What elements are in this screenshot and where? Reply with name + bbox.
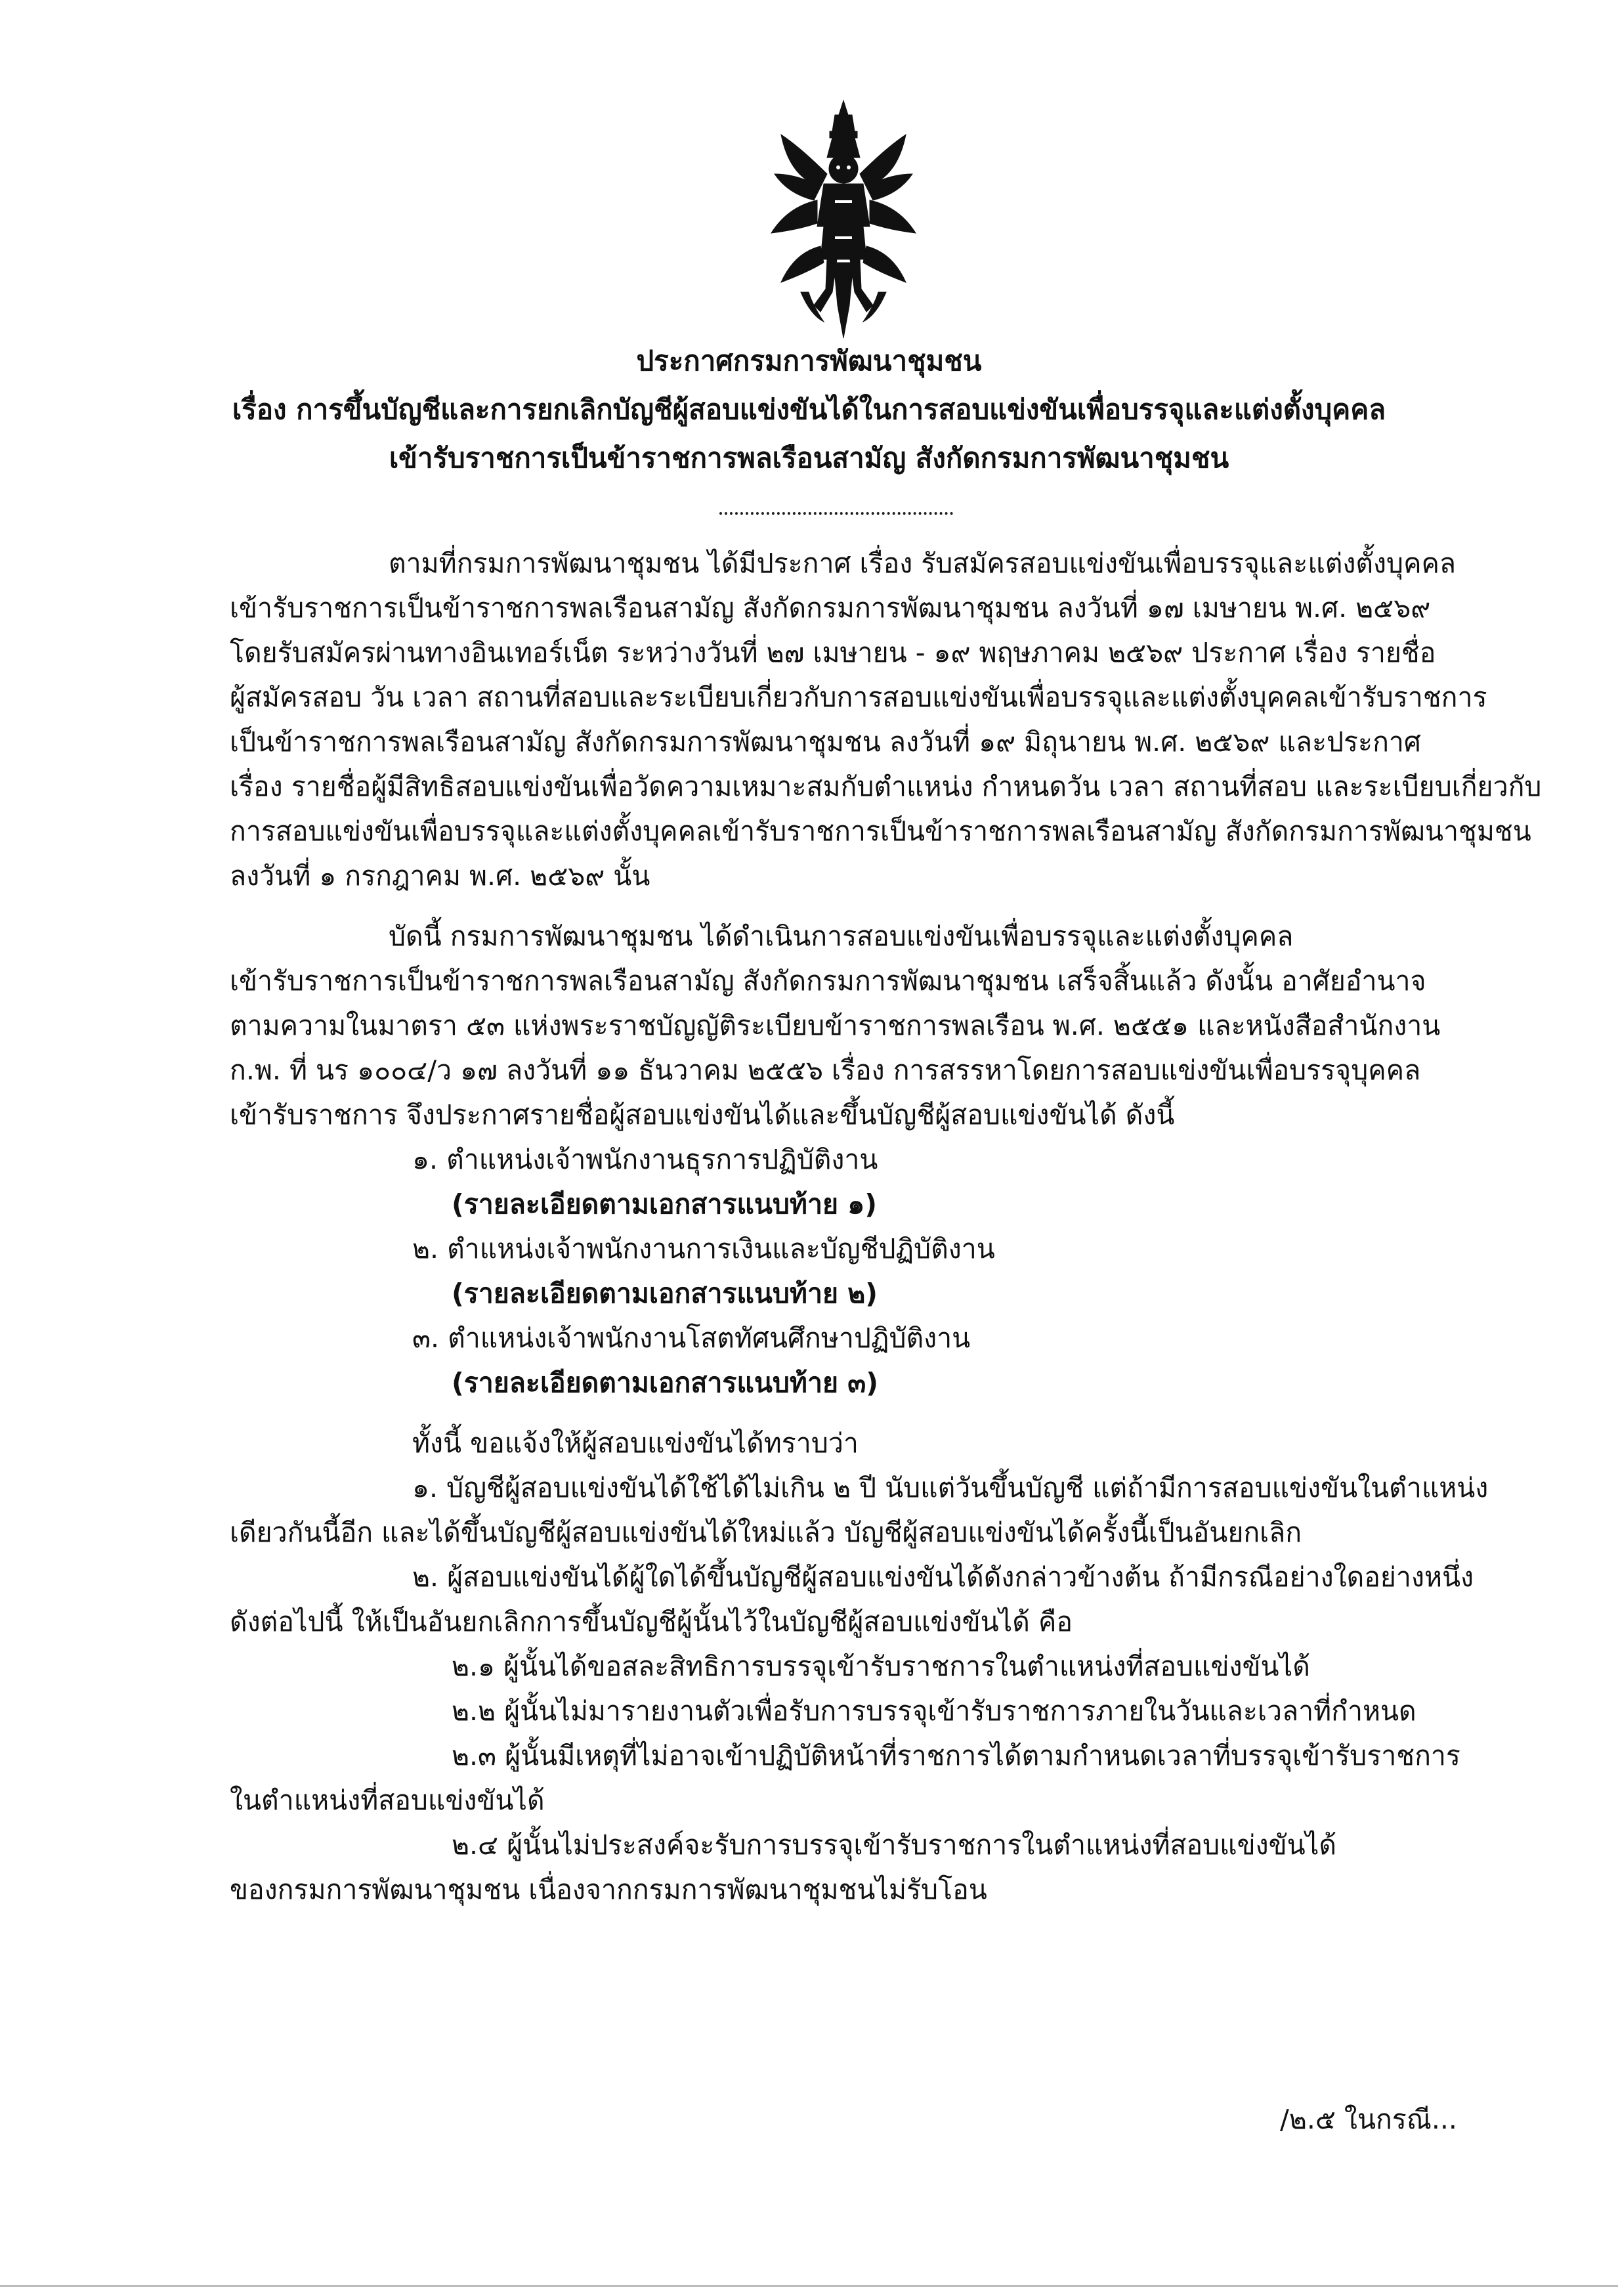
notice-sub-2-2: ๒.๒ ผู้นั้นไม่มารายงานตัวเพื่อรับการบรรจุเข้ารับราชการภายในวันและเวลาที่กำหนด [452,1695,1416,1727]
para1-line: ตามที่กรมการพัฒนาชุมชน ได้มีประกาศ เรื่อง รับสมัครสอบแข่งขันเพื่อบรรจุและแต่งตั้งบุคคล [389,548,1457,579]
notice-item-1-cont: เดียวกันนี้อีก และได้ขึ้นบัญชีผู้สอบแข่งขันได้ใหม่แล้ว บัญชีผู้สอบแข่งขันได้ครั้งนี้เป็นอันยกเลิก [230,1517,1302,1548]
para2-line: บัดนี้ กรมการพัฒนาชุมชน ได้ดำเนินการสอบแข่งขันเพื่อบรรจุและแต่งตั้งบุคคล [389,921,1294,952]
para2-line: ก.พ. ที่ นร ๑๐๐๔/ว ๑๗ ลงวันที่ ๑๑ ธันวาคม ๒๕๕๖ เรื่อง การสรรหาโดยการสอบแข่งขันเพื่อบรรจุบุคคล [230,1054,1421,1086]
notice-intro: ทั้งนี้ ขอแจ้งให้ผู้สอบแข่งขันได้ทราบว่า [412,1427,859,1459]
notice-sub-2-3: ๒.๓ ผู้นั้นมีเหตุที่ไม่อาจเข้าปฏิบัติหน้าที่ราชการได้ตามกำหนดเวลาที่บรรจุเข้ารับราชการ [452,1740,1460,1771]
title-separator [719,512,953,515]
para2-line: ตามความในมาตรา ๕๓ แห่งพระราชบัญญัติระเบียบข้าราชการพลเรือน พ.ศ. ๒๕๕๑ และหนังสือสำนักงาน [230,1010,1441,1041]
para1-line: ลงวันที่ ๑ กรกฎาคม พ.ศ. ๒๕๖๙ นั้น [230,860,650,892]
position-item: ๑. ตำแหน่งเจ้าพนักงานธุรการปฏิบัติงาน [412,1144,878,1175]
notice-sub-2-4: ๒.๔ ผู้นั้นไม่ประสงค์จะรับการบรรจุเข้ารับราชการในตำแหน่งที่สอบแข่งขันได้ [452,1829,1336,1861]
position-detail: (รายละเอียดตามเอกสารแนบท้าย ๒) [452,1278,878,1309]
para2-line: เข้ารับราชการ จึงประกาศรายชื่อผู้สอบแข่งขันได้และขึ้นบัญชีผู้สอบแข่งขันได้ ดังนี้ [230,1099,1175,1131]
position-detail: (รายละเอียดตามเอกสารแนบท้าย ๑) [452,1188,878,1220]
notice-item-2-cont: ดังต่อไปนี้ ให้เป็นอันยกเลิกการขึ้นบัญชีผู้นั้นไว้ในบัญชีผู้สอบแข่งขันได้ คือ [230,1606,1073,1637]
garuda-emblem [761,95,926,341]
notice-item-2: ๒. ผู้สอบแข่งขันได้ผู้ใดได้ขึ้นบัญชีผู้สอบแข่งขันได้ดังกล่าวข้างต้น ถ้ามีกรณีอย่างใดอย่างหนึ่ง [412,1561,1474,1593]
continuation-marker: /๒.๕ ในกรณี... [1280,2104,1457,2135]
position-item: ๒. ตำแหน่งเจ้าพนักงานการเงินและบัญชีปฏิบัติงาน [412,1233,995,1265]
para1-line: เรื่อง รายชื่อผู้มีสิทธิสอบแข่งขันเพื่อวัดความเหมาะสมกับตำแหน่ง กำหนดวัน เวลา สถานที่สอบ และระเบียบเกี่ยวกับ [230,771,1542,802]
announcement-title: ประกาศกรมการพัฒนาชุมชน [636,345,982,377]
position-item: ๓. ตำแหน่งเจ้าพนักงานโสตทัศนศึกษาปฏิบัติงาน [412,1322,971,1354]
para1-line: เป็นข้าราชการพลเรือนสามัญ สังกัดกรมการพัฒนาชุมชน ลงวันที่ ๑๙ มิถุนายน พ.ศ. ๒๕๖๙ และประกาศ [230,726,1421,758]
notice-sub-2-4-cont: ของกรมการพัฒนาชุมชน เนื่องจากกรมการพัฒนาชุมชนไม่รับโอน [230,1874,987,1905]
para1-line: เข้ารับราชการเป็นข้าราชการพลเรือนสามัญ สังกัดกรมการพัฒนาชุมชน ลงวันที่ ๑๗ เมษายน พ.ศ. ๒๕๖๙ [230,592,1431,624]
para1-line: โดยรับสมัครผ่านทางอินเทอร์เน็ต ระหว่างวันที่ ๒๗ เมษายน - ๑๙ พฤษภาคม ๒๕๖๙ ประกาศ เรื่อง รายชื่อ [230,637,1436,668]
page-bottom-edge [0,2285,1618,2287]
para1-line: การสอบแข่งขันเพื่อบรรจุและแต่งตั้งบุคคลเข้ารับราชการเป็นข้าราชการพลเรือนสามัญ สังกัดกรมการพัฒนาชุมชน [230,815,1531,847]
notice-item-1: ๑. บัญชีผู้สอบแข่งขันได้ใช้ได้ไม่เกิน ๒ ปี นับแต่วันขึ้นบัญชี แต่ถ้ามีการสอบแข่งขันในตำแหน่ง [412,1472,1489,1504]
announcement-subject-line-1: เรื่อง การขึ้นบัญชีและการยกเลิกบัญชีผู้สอบแข่งขันได้ในการสอบแข่งขันเพื่อบรรจุและแต่งตั้งบุคคล [232,393,1386,425]
notice-sub-2-1: ๒.๑ ผู้นั้นได้ขอสละสิทธิการบรรจุเข้ารับราชการในตำแหน่งที่สอบแข่งขันได้ [452,1651,1310,1682]
notice-sub-2-3-cont: ในตำแหน่งที่สอบแข่งขันได้ [230,1785,545,1816]
para1-line: ผู้สมัครสอบ วัน เวลา สถานที่สอบและระเบียบเกี่ยวกับการสอบแข่งขันเพื่อบรรจุและแต่งตั้งบุคคลเข้ารับราชการ [230,682,1487,713]
para2-line: เข้ารับราชการเป็นข้าราชการพลเรือนสามัญ สังกัดกรมการพัฒนาชุมชน เสร็จสิ้นแล้ว ดังนั้น อาศัยอำนาจ [230,965,1426,997]
position-detail: (รายละเอียดตามเอกสารแนบท้าย ๓) [452,1367,879,1398]
announcement-subject-line-2: เข้ารับราชการเป็นข้าราชการพลเรือนสามัญ สังกัดกรมการพัฒนาชุมชน [389,442,1229,474]
